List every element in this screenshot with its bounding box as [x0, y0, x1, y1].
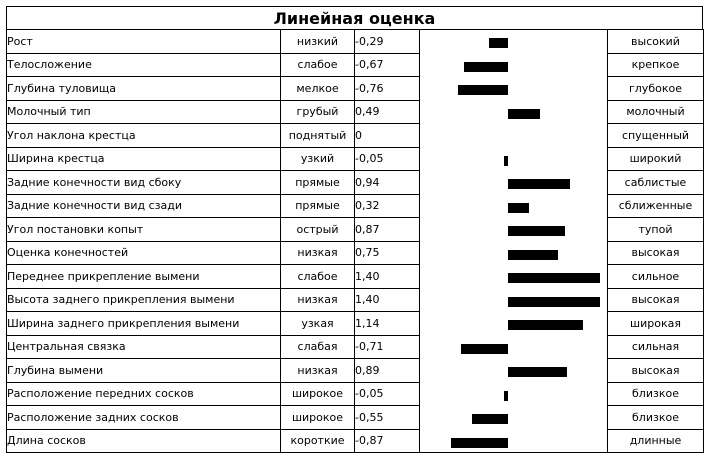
low-descriptor: мелкое: [281, 77, 355, 101]
score-bar: [508, 179, 570, 189]
trait-label: Угол постановки копыт: [7, 218, 281, 242]
table-row: [7, 218, 704, 242]
trait-label: Задние конечности вид сбоку: [7, 171, 281, 195]
high-descriptor: высокая: [608, 241, 704, 265]
sheet-title: Линейная оценка: [6, 6, 703, 30]
score-value: 0,87: [355, 218, 420, 242]
score-bar-cell: [420, 124, 608, 148]
low-descriptor: грубый: [281, 100, 355, 124]
trait-label: Глубина вымени: [7, 359, 281, 383]
low-descriptor: острый: [281, 218, 355, 242]
score-bar: [489, 38, 508, 48]
table-row: [7, 265, 704, 289]
score-value: -0,67: [355, 53, 420, 77]
high-descriptor: высокий: [608, 30, 704, 54]
trait-label: Длина сосков: [7, 429, 281, 453]
table-row: [7, 171, 704, 195]
score-bar-cell: [420, 265, 608, 289]
score-value: -0,76: [355, 77, 420, 101]
high-descriptor: высокая: [608, 359, 704, 383]
score-bar-cell: [420, 53, 608, 77]
low-descriptor: узкий: [281, 147, 355, 171]
trait-label: Угол наклона крестца: [7, 124, 281, 148]
score-bar-cell: [420, 241, 608, 265]
score-bar: [508, 226, 565, 236]
trait-label: Молочный тип: [7, 100, 281, 124]
score-value: 1,40: [355, 288, 420, 312]
table-row: [7, 53, 704, 77]
table-row: [7, 312, 704, 336]
table-row: [7, 382, 704, 406]
score-bar-cell: [420, 288, 608, 312]
score-value: 1,40: [355, 265, 420, 289]
high-descriptor: спущенный: [608, 124, 704, 148]
high-descriptor: широкий: [608, 147, 704, 171]
table-row: [7, 194, 704, 218]
score-bar: [508, 203, 529, 213]
trait-label: Центральная связка: [7, 335, 281, 359]
low-descriptor: низкая: [281, 288, 355, 312]
score-bar: [508, 320, 583, 330]
high-descriptor: тупой: [608, 218, 704, 242]
high-descriptor: близкое: [608, 382, 704, 406]
score-bar: [472, 414, 508, 424]
trait-label: Оценка конечностей: [7, 241, 281, 265]
high-descriptor: сильная: [608, 335, 704, 359]
low-descriptor: низкая: [281, 359, 355, 383]
low-descriptor: широкое: [281, 382, 355, 406]
low-descriptor: прямые: [281, 171, 355, 195]
table-row: [7, 335, 704, 359]
score-bar-cell: [420, 100, 608, 124]
score-value: -0,87: [355, 429, 420, 453]
score-value: -0,05: [355, 382, 420, 406]
high-descriptor: саблистые: [608, 171, 704, 195]
score-bar: [508, 250, 558, 260]
low-descriptor: слабое: [281, 265, 355, 289]
trait-label: Задние конечности вид сзади: [7, 194, 281, 218]
trait-label: Высота заднего прикрепления вымени: [7, 288, 281, 312]
table-row: [7, 124, 704, 148]
trait-label: Рост: [7, 30, 281, 54]
table-row: [7, 77, 704, 101]
low-descriptor: короткие: [281, 429, 355, 453]
trait-label: Переднее прикрепление вымени: [7, 265, 281, 289]
high-descriptor: сближенные: [608, 194, 704, 218]
score-value: 0,94: [355, 171, 420, 195]
trait-label: Расположение задних сосков: [7, 406, 281, 430]
low-descriptor: широкое: [281, 406, 355, 430]
high-descriptor: сильное: [608, 265, 704, 289]
score-bar-cell: [420, 335, 608, 359]
table-row: [7, 288, 704, 312]
table-row: [7, 406, 704, 430]
score-value: 0,75: [355, 241, 420, 265]
score-bar-cell: [420, 147, 608, 171]
table-row: [7, 100, 704, 124]
score-bar: [508, 367, 567, 377]
score-bar: [458, 85, 508, 95]
score-bar-cell: [420, 194, 608, 218]
score-bar: [504, 156, 508, 166]
score-bar: [504, 391, 508, 401]
score-value: 1,14: [355, 312, 420, 336]
score-value: 0: [355, 124, 420, 148]
score-bar-cell: [420, 77, 608, 101]
score-bar-cell: [420, 406, 608, 430]
low-descriptor: поднятый: [281, 124, 355, 148]
score-bar-cell: [420, 382, 608, 406]
table-row: [7, 147, 704, 171]
score-value: 0,89: [355, 359, 420, 383]
low-descriptor: узкая: [281, 312, 355, 336]
table-row: [7, 359, 704, 383]
score-bar: [451, 438, 508, 448]
high-descriptor: молочный: [608, 100, 704, 124]
trait-label: Ширина заднего прикрепления вымени: [7, 312, 281, 336]
trait-label: Телосложение: [7, 53, 281, 77]
score-value: 0,49: [355, 100, 420, 124]
score-value: -0,71: [355, 335, 420, 359]
score-bar-cell: [420, 429, 608, 453]
score-bar-cell: [420, 312, 608, 336]
high-descriptor: глубокое: [608, 77, 704, 101]
table-row: [7, 241, 704, 265]
score-value: -0,29: [355, 30, 420, 54]
evaluation-table: [6, 29, 704, 453]
trait-label: Глубина туловища: [7, 77, 281, 101]
score-bar-cell: [420, 30, 608, 54]
score-bar-cell: [420, 171, 608, 195]
high-descriptor: широкая: [608, 312, 704, 336]
evaluation-rows: [7, 30, 704, 453]
score-bar: [508, 273, 600, 283]
low-descriptor: слабое: [281, 53, 355, 77]
score-value: 0,32: [355, 194, 420, 218]
score-bar: [461, 344, 508, 354]
table-row: [7, 429, 704, 453]
score-bar-cell: [420, 359, 608, 383]
low-descriptor: низкая: [281, 241, 355, 265]
score-bar: [508, 297, 600, 307]
low-descriptor: слабая: [281, 335, 355, 359]
trait-label: Ширина крестца: [7, 147, 281, 171]
high-descriptor: крепкое: [608, 53, 704, 77]
table-row: [7, 30, 704, 54]
score-bar-cell: [420, 218, 608, 242]
trait-label: Расположение передних сосков: [7, 382, 281, 406]
score-value: -0,55: [355, 406, 420, 430]
score-bar: [508, 109, 540, 119]
high-descriptor: высокая: [608, 288, 704, 312]
low-descriptor: низкий: [281, 30, 355, 54]
score-value: -0,05: [355, 147, 420, 171]
high-descriptor: длинные: [608, 429, 704, 453]
high-descriptor: близкое: [608, 406, 704, 430]
low-descriptor: прямые: [281, 194, 355, 218]
score-bar: [464, 62, 508, 72]
